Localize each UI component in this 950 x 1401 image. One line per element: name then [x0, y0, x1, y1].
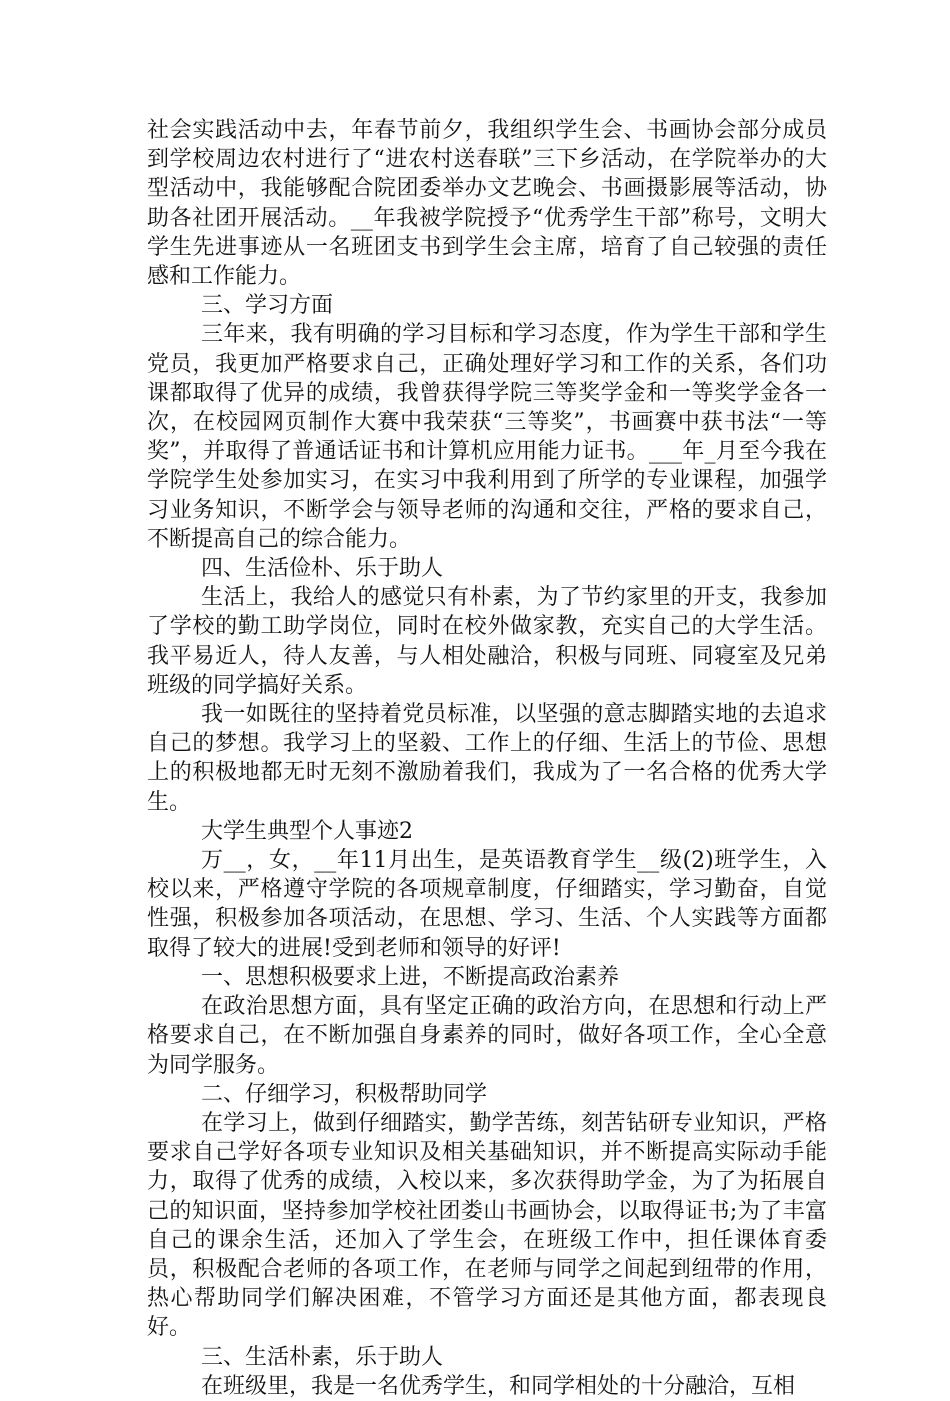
heading-life-2: 三、生活朴素，乐于助人 [201, 1344, 444, 1370]
heading-learning: 二、仔细学习，积极帮助同学 [201, 1081, 488, 1107]
section-title-2: 大学生典型个人事迹2 [201, 818, 413, 844]
heading-study: 三、学习方面 [201, 293, 334, 319]
paragraph-conclusion: 我一如既往的坚持着党员标准，以坚强的意志脚踏实地的去追求自己的梦想。我学习上的坚毅、工作上的仔细、生活上的节俭、思想上的积极地都无时无刻不激励着我们，我成为了一名合格的优秀大学生。 [147, 702, 827, 815]
paragraph-life: 生活上，我给人的感觉只有朴素，为了节约家里的开支，我参加了学校的勤工助学岗位，同时在校外做家教，充实自己的大学生活。我平易近人，待人友善，与人相处融洽，积极与同班、同寝室及兄弟班级的同学搞好关系。 [147, 585, 827, 698]
paragraph-intro-2: 万__，女，__年11月出生，是英语教育学生__级(2)班学生，入校以来，严格遵守学院的各项规章制度，仔细踏实，学习勤奋，自觉性强，积极参加各项活动，在思想、学习、生活、个人实践等方面都取得了较大的进展!受到老师和领导的好评! [147, 848, 827, 961]
heading-life: 四、生活俭朴、乐于助人 [201, 556, 444, 582]
paragraph-ideology: 在政治思想方面，具有坚定正确的政治方向，在思想和行动上严格要求自己，在不断加强自身素养的同时，做好各项工作，全心全意为同学服务。 [147, 994, 827, 1078]
paragraph-learning: 在学习上，做到仔细踏实，勤学苦练，刻苦钻研专业知识，严格要求自己学好各项专业知识及相关基础知识，并不断提高实际动手能力，取得了优秀的成绩，入校以来，多次获得助学金，为了为拓展自己的知识面，坚持参加学校社团娄山书画协会，以取得证书;为了丰富自己的课余生活，还加入了学生会，在班级工作中，担任课体育委员，积极配合老师的各项工作，在老师与同学之间起到纽带的作用，热心帮助同学们解决困难，不管学习方面还是其他方面，都表现良好。 [147, 1110, 827, 1341]
document-body [147, 116, 827, 1401]
paragraph-life-2: 在班级里，我是一名优秀学生，和同学相处的十分融洽，互相 [201, 1373, 796, 1399]
paragraph-social-practice: 社会实践活动中去，年春节前夕，我组织学生会、书画协会部分成员到学校周边农村进行了“进农村送春联”三下乡活动，在学院举办的大型活动中，我能够配合院团委举办文艺晚会、书画摄影展等活动，协助各社团开展活动。__年我被学院授予“优秀学生干部”称号，文明大学生先进事迹从一名班团支书到学生会主席，培育了自己较强的责任感和工作能力。 [147, 118, 827, 290]
heading-ideology: 一、思想积极要求上进，不断提高政治素养 [201, 964, 620, 990]
paragraph-study: 三年来，我有明确的学习目标和学习态度，作为学生干部和学生党员，我更加严格要求自己，正确处理好学习和工作的关系，各们功课都取得了优异的成绩，我曾获得学院三等奖学金和一等奖学金各一次，在校园网页制作大赛中我荣获“三等奖”，书画赛中获书法“一等奖”，并取得了普通话证书和计算机应用能力证书。___年_月至今我在学院学生处参加实习，在实习中我利用到了所学的专业课程，加强学习业务知识，不断学会与领导老师的沟通和交往，严格的要求自己，不断提高自己的综合能力。 [147, 322, 827, 552]
